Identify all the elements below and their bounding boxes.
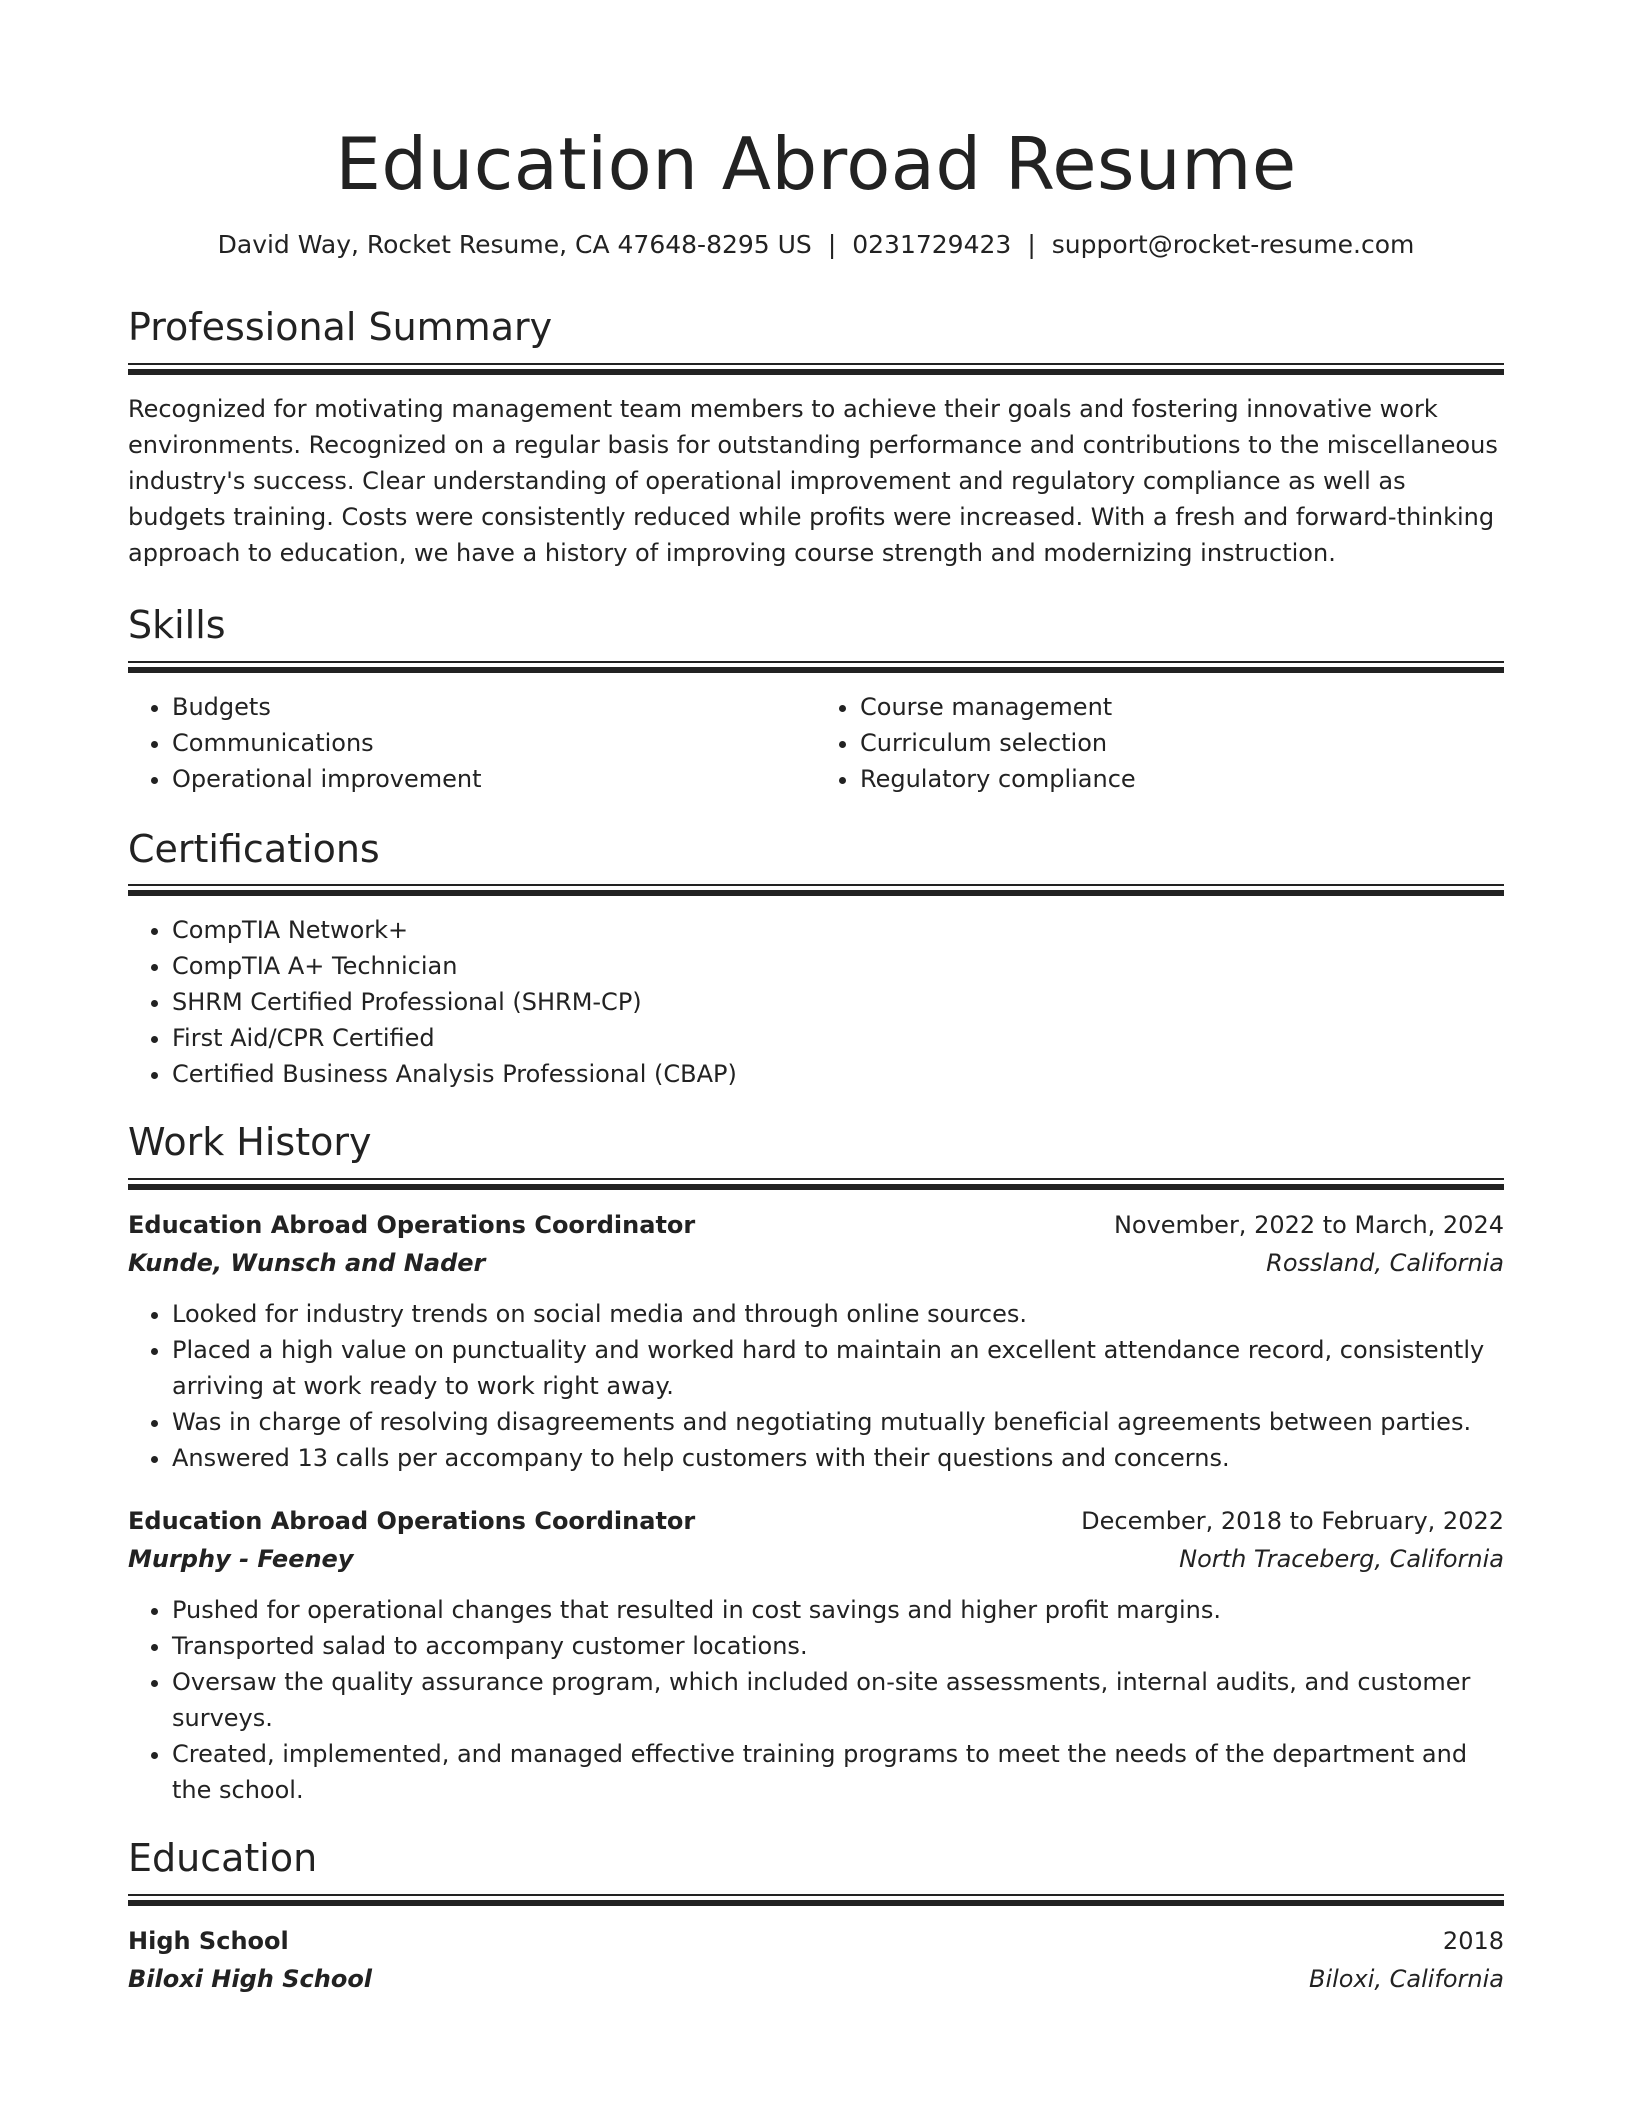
job-company: Kunde, Wunsch and Nader [128, 1249, 486, 1278]
certifications-list [128, 912, 1504, 1092]
skill-item: • Course management [860, 689, 1504, 725]
education-location: Biloxi, California [1309, 1964, 1504, 1993]
section-heading: Work History [128, 1120, 372, 1165]
section-heading: Education [128, 1836, 318, 1881]
section-heading: Certifications [128, 826, 380, 871]
education-school-row [128, 1960, 1504, 1998]
job-bullet: • Transported salad to accompany customer locations. [172, 1628, 1504, 1664]
certification-item: • First Aid/CPR Certified [172, 1020, 1504, 1056]
summary-section [128, 307, 1504, 571]
job-bullets [128, 1296, 1504, 1476]
job-dates: December, 2018 to February, 2022 [1081, 1507, 1504, 1536]
section-divider [128, 363, 1504, 375]
job-entry [128, 1206, 1504, 1476]
certification-item: • SHRM Certified Professional (SHRM-CP) [172, 984, 1504, 1020]
job-dates: November, 2022 to March, 2024 [1113, 1211, 1504, 1240]
skill-item: • Operational improvement [172, 761, 816, 797]
job-title: Education Abroad Operations Coordinator [128, 1211, 696, 1240]
certification-item: • CompTIA A+ Technician [172, 948, 1504, 984]
job-bullet: • Was in charge of resolving disagreements and negotiating mutually beneficial agreements between parties. [172, 1404, 1504, 1440]
work-history-section [128, 1122, 1504, 1808]
summary-text: Recognized for motivating management team members to achieve their goals and fostering innovative work environments. Recognized on a regular basis for outstanding performance and contributions to the miscellaneous industry's success. Clear understanding of operational improvement and regulatory compliance as well as budgets training. Costs were consistently reduced while profits were increased. With a fresh and forward-thinking approach to education, we have a history of improving course strength and modernizing instruction. [128, 394, 1498, 567]
skill-item: • Budgets [172, 689, 816, 725]
job-bullet: • Created, implemented, and managed effective training programs to meet the needs of the department and the school. [172, 1736, 1504, 1808]
job-header-row [128, 1206, 1504, 1244]
job-header-row [128, 1502, 1504, 1540]
education-degree: High School [128, 1926, 289, 1955]
certification-item: • Certified Business Analysis Professional (CBAP) [172, 1056, 1504, 1092]
job-company-row [128, 1540, 1504, 1578]
section-divider [128, 884, 1504, 896]
job-bullet: • Placed a high value on punctuality and worked hard to maintain an excellent attendance record, consistently arriving at work ready to work right away. [172, 1332, 1504, 1404]
section-divider [128, 1894, 1504, 1906]
certifications-section [128, 826, 1504, 1093]
education-section [128, 1838, 1504, 1998]
skill-item: • Communications [172, 725, 816, 761]
skill-item: • Curriculum selection [860, 725, 1504, 761]
education-header-row [128, 1922, 1504, 1960]
education-school: Biloxi High School [128, 1964, 373, 1993]
skills-list-left [128, 689, 816, 797]
job-bullet: • Looked for industry trends on social media and through online sources. [172, 1296, 1504, 1332]
section-heading: Professional Summary [128, 305, 553, 349]
job-company-row [128, 1244, 1504, 1282]
skill-item: • Regulatory compliance [860, 761, 1504, 797]
job-title: Education Abroad Operations Coordinator [128, 1507, 696, 1536]
resume-title: Education Abroad Resume [335, 122, 1297, 206]
job-company: Murphy - Feeney [128, 1545, 354, 1574]
contact-separator: | [827, 230, 837, 259]
section-heading: Skills [128, 602, 226, 647]
job-bullet: • Pushed for operational changes that resulted in cost savings and higher profit margins. [172, 1592, 1504, 1628]
contact-phone: 0231729423 [852, 230, 1012, 259]
skills-list-right [816, 689, 1504, 797]
job-bullets [128, 1592, 1504, 1808]
job-location: North Traceberg, California [1179, 1545, 1504, 1574]
contact-email: support@rocket-resume.com [1051, 230, 1415, 259]
section-divider [128, 1178, 1504, 1190]
contact-separator: | [1027, 230, 1036, 259]
job-location: Rossland, California [1266, 1249, 1504, 1278]
certification-item: • CompTIA Network+ [172, 912, 1504, 948]
job-bullet: • Answered 13 calls per accompany to help customers with their questions and concerns. [172, 1440, 1504, 1476]
job-entry [128, 1502, 1504, 1808]
contact-line [128, 230, 1504, 259]
contact-address: David Way, Rocket Resume, CA 47648-8295 US [217, 230, 812, 259]
education-year: 2018 [1442, 1926, 1504, 1955]
section-divider [128, 661, 1504, 673]
job-bullet: • Oversaw the quality assurance program, which included on-site assessments, internal audits, and customer surveys. [172, 1664, 1504, 1736]
skills-section [128, 602, 1504, 797]
skills-grid [128, 689, 1504, 797]
